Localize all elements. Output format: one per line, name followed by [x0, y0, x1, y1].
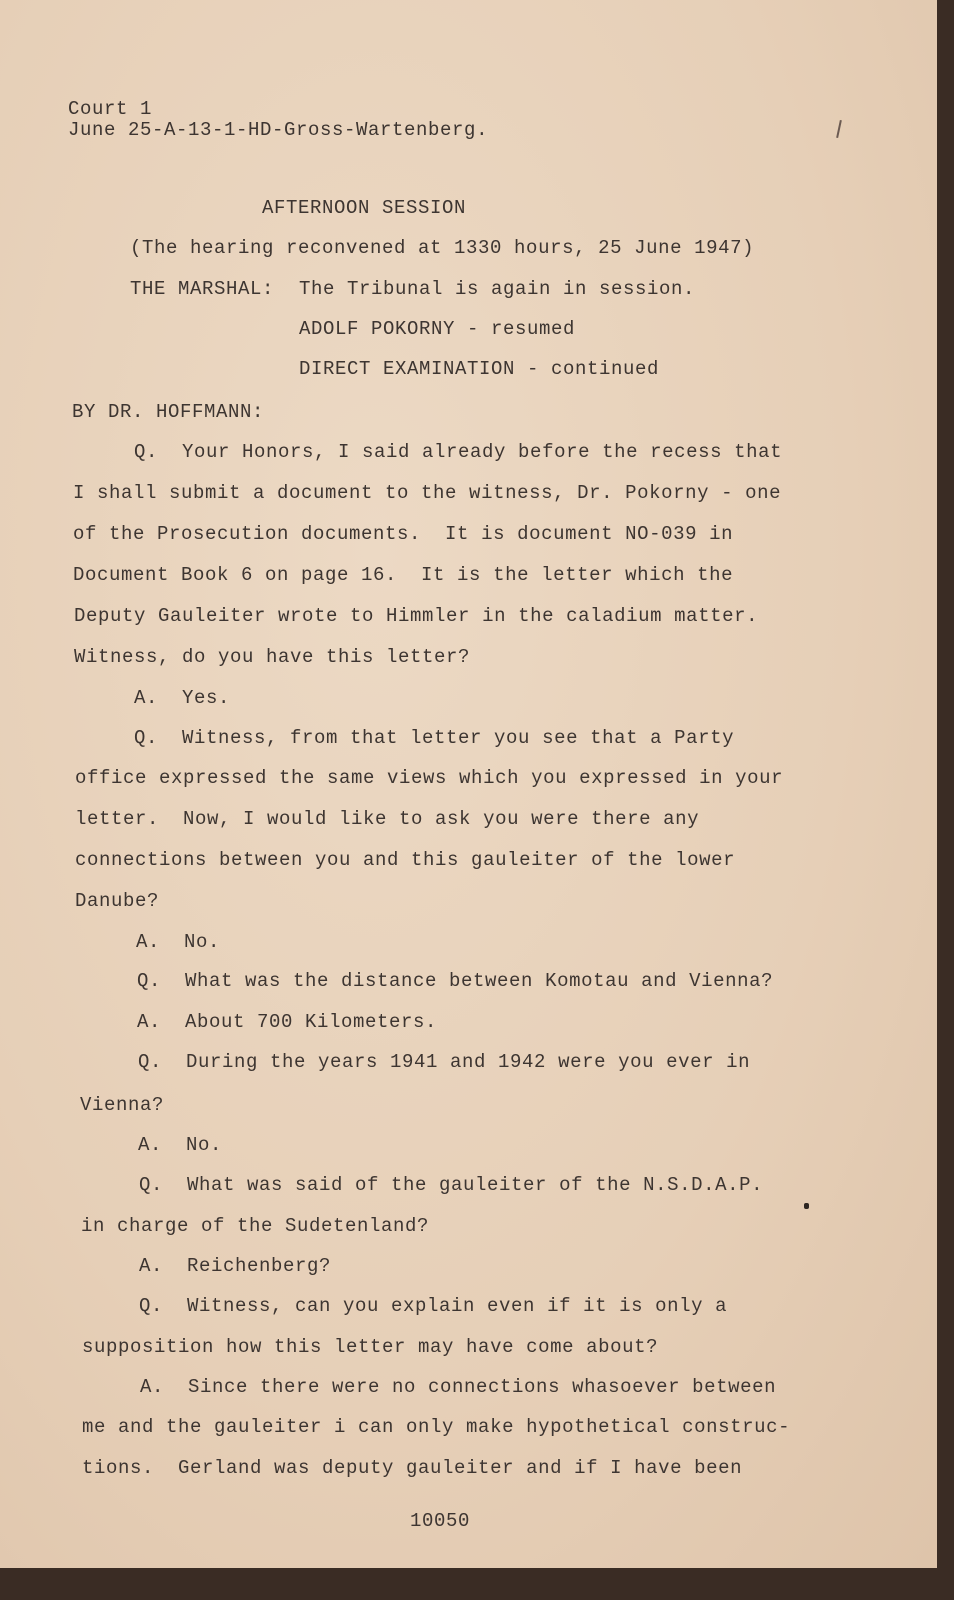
transcript-line: Witness, do you have this letter?: [74, 646, 471, 668]
transcript-line: letter. Now, I would like to ask you were there any: [75, 808, 700, 830]
transcript-line: me and the gauleiter i can only make hypothetical construc-: [82, 1416, 791, 1438]
case-reference: June 25-A-13-1-HD-Gross-Wartenberg.: [68, 119, 489, 141]
marshal-speaker: THE MARSHAL:: [130, 278, 275, 300]
transcript-line: Deputy Gauleiter wrote to Himmler in the caladium matter.: [74, 605, 759, 627]
transcript-line: Q. What was the distance between Komotau and Vienna?: [137, 970, 774, 992]
transcript-line: Danube?: [75, 890, 160, 912]
transcript-line: I shall submit a document to the witness, Dr. Pokorny - one: [73, 482, 782, 504]
marshal-statement: The Tribunal is again in session.: [299, 278, 696, 300]
court-label: Court 1: [68, 98, 153, 120]
examination-heading: DIRECT EXAMINATION - continued: [299, 358, 660, 380]
transcript-line: in charge of the Sudetenland?: [81, 1215, 430, 1237]
transcript-line: Vienna?: [80, 1094, 165, 1116]
transcript-line: A. About 700 Kilometers.: [137, 1011, 438, 1033]
transcript-line: A. Since there were no connections whasoever between: [140, 1376, 777, 1398]
transcript-line: A. No.: [136, 931, 221, 953]
witness-heading: ADOLF POKORNY - resumed: [299, 318, 576, 340]
transcript-line: Q. During the years 1941 and 1942 were you ever in: [138, 1051, 751, 1073]
page-number: 10050: [410, 1510, 471, 1532]
transcript-line: Q. What was said of the gauleiter of the N.S.D.A.P.: [139, 1174, 764, 1196]
transcript-line: Document Book 6 on page 16. It is the letter which the: [73, 564, 734, 586]
transcript-line: supposition how this letter may have come about?: [82, 1336, 659, 1358]
examiner-heading: BY DR. HOFFMANN:: [72, 401, 265, 423]
transcript-line: Q. Witness, can you explain even if it is only a: [139, 1295, 728, 1317]
transcript-line: Q. Your Honors, I said already before the recess that: [134, 441, 783, 463]
scan-border: [0, 1568, 954, 1600]
transcript-line: tions. Gerland was deputy gauleiter and if I have been: [82, 1457, 743, 1479]
transcript-line: A. Yes.: [134, 687, 231, 709]
transcript-line: office expressed the same views which you expressed in your: [75, 767, 784, 789]
transcript-line: Q. Witness, from that letter you see that a Party: [134, 727, 735, 749]
transcript-line: A. Reichenberg?: [139, 1255, 332, 1277]
session-title: AFTERNOON SESSION: [262, 197, 467, 219]
margin-tick-mark: [836, 120, 842, 138]
ink-dot: [804, 1203, 809, 1209]
transcript-line: connections between you and this gauleiter of the lower: [75, 849, 736, 871]
transcript-line: A. No.: [138, 1134, 223, 1156]
transcript-line: of the Prosecution documents. It is document NO-039 in: [73, 523, 734, 545]
reconvened-note: (The hearing reconvened at 1330 hours, 25 June 1947): [130, 237, 755, 259]
